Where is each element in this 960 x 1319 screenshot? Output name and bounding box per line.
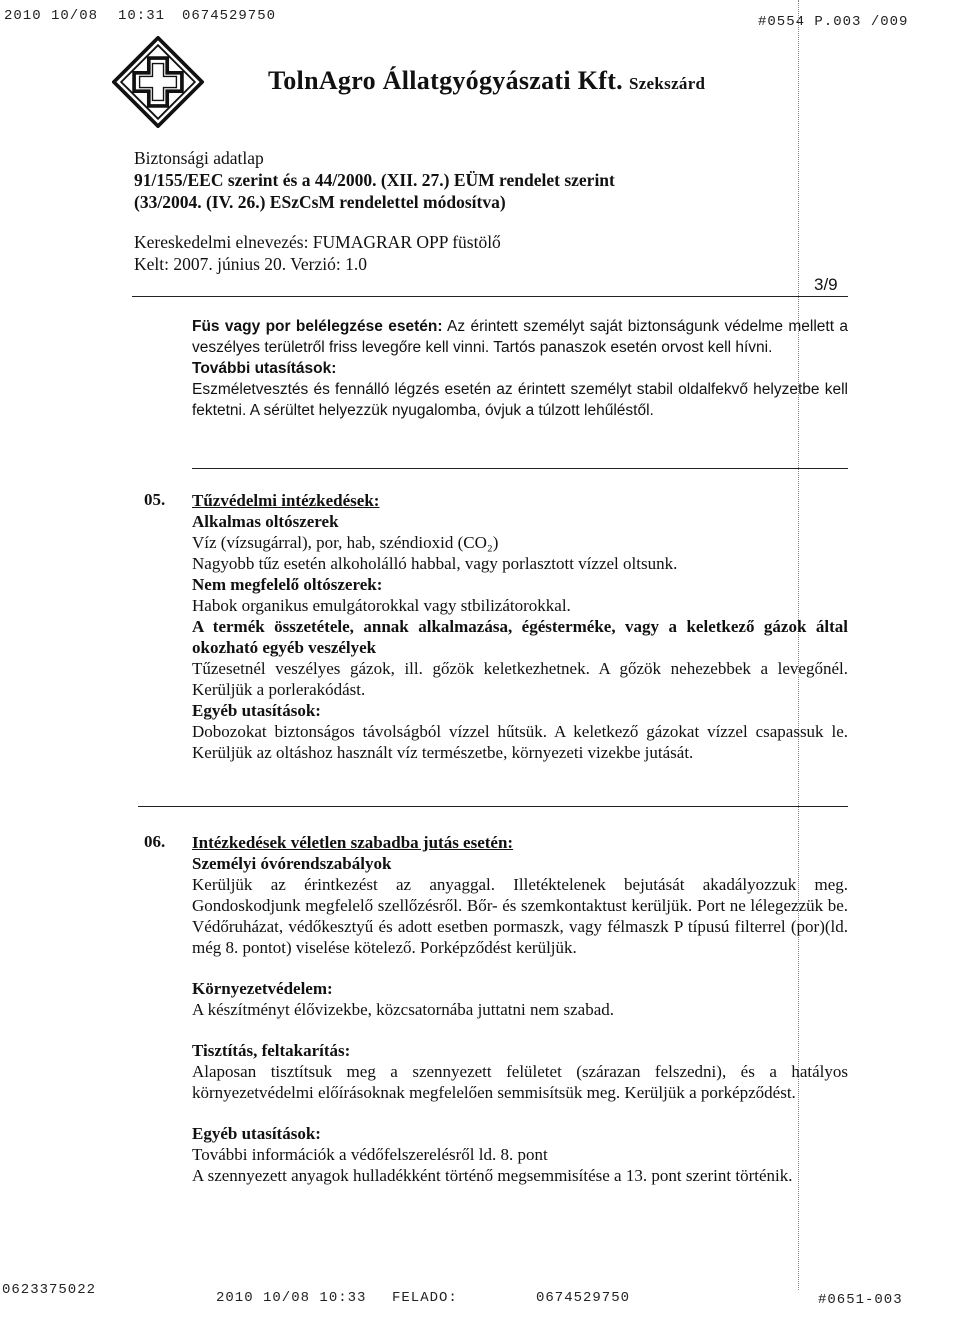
fax-phone: 0674529750 xyxy=(182,8,277,24)
fax-reference: #0554 P.003 /009 xyxy=(758,14,909,30)
first-aid-divider xyxy=(192,468,848,469)
smoke-lead: Füs vagy por belélegzése esetén: xyxy=(192,318,443,335)
footer-date: 2010 10/08 10:33 xyxy=(216,1290,367,1306)
hazard-text: Tűzesetnél veszélyes gázok, ill. gőzök keletkezhetnek. A gőzök nehezebbek a levegőnél. Kerüljük a porlerakódást. xyxy=(192,659,848,699)
smoke-text: Az érintett személyt saját biztonságunk védelme mellett a veszélyes területről friss levegőre kell vinni. Tartós panaszok esetén orvost kell hívni. xyxy=(192,318,849,356)
fax-date: 2010 10/08 xyxy=(4,8,99,24)
section05-number: 05. xyxy=(144,490,166,509)
personal-text: Kerüljük az érintkezést az anyaggal. Illetéktelenek bejutását akadályozzuk meg. Gondoskodjunk megfelelő szellőzésről. Bőr- és szemkontaktust kerüljük. Port ne lélegezzük be. Védőruházat, védőkesztyű és adott esetben pormaszk, vagy félmaszk P típusú filterrel (por)(ld. még 8. pontot) viselése kötelező. Porképződést kerüljük. xyxy=(192,875,848,957)
first-aid-block xyxy=(192,316,848,421)
further-text: Eszméletvesztés és fennálló légzés esetén az érintett személyt stabil oldalfekvő helyzetbe kell fektetni. A sérültet helyezzük nyugalomba, óvjuk a túlzott lehűléstől. xyxy=(192,381,848,419)
section05-divider xyxy=(138,806,848,807)
section05-other-text: Dobozokat biztonságos távolságból vízzel hűtsük. A keletkező gázokat vízzel csapassuk le. Kerüljük az oltáshoz használt víz természetbe, környezeti vizekbe jutását. xyxy=(192,722,848,762)
company-city: Szekszárd xyxy=(628,74,706,93)
section05-title: Tűzvédelmi intézkedések: xyxy=(192,491,380,510)
section06-other-line2: A szennyezett anyagok hulladékként történő megsemmisítése a 13. pont szerint történik. xyxy=(192,1166,793,1185)
doc-type: Biztonsági adatlap xyxy=(134,148,264,168)
env-text: A készítményt élővizekbe, közcsatornába juttatni nem szabad. xyxy=(192,1000,615,1019)
section06-title: Intézkedések véletlen szabadba jutás esetén: xyxy=(192,833,514,852)
clean-text: Alaposan tisztítsuk meg a szennyezett felületet (szárazan felszedni), és a hatályos környezetvédelmi előírásoknak megfelelően semmisítsük meg. Kerüljük a porképződést. xyxy=(192,1062,848,1102)
clean-title: Tisztítás, feltakarítás: xyxy=(192,1041,351,1060)
suitable-line1: Víz (vízsugárral), por, hab, széndioxid (CO₂) xyxy=(192,533,499,552)
footer-phone-left: 0623375022 xyxy=(2,1282,97,1298)
company-name xyxy=(268,66,705,96)
section05-block xyxy=(192,490,848,763)
suitable-line2: Nagyobb tűz esetén alkoholálló habbal, vagy porlasztott vízzel oltsunk. xyxy=(192,554,678,573)
section06-number: 06. xyxy=(144,832,166,851)
unsuitable-text: Habok organikus emulgátorokkal vagy stbilizátorokkal. xyxy=(192,596,571,615)
personal-title: Személyi óvórendszabályok xyxy=(192,854,392,873)
further-title: További utasítások: xyxy=(192,360,337,377)
amendment-line: (33/2004. (IV. 26.) ESzCsM rendelettel módosítva) xyxy=(134,192,506,212)
fax-time: 10:31 xyxy=(118,8,166,24)
section06-other-title: Egyéb utasítások: xyxy=(192,1124,321,1143)
section06-block xyxy=(192,832,848,1186)
section05-other-title: Egyéb utasítások: xyxy=(192,701,321,720)
footer-sender-phone: 0674529750 xyxy=(536,1290,631,1306)
regulation-line: 91/155/EEC szerint és a 44/2000. (XII. 27.) EÜM rendelet szerint xyxy=(134,170,615,190)
section06-other-line1: További információk a védőfelszerelésről ld. 8. pont xyxy=(192,1145,548,1164)
footer-sender-label: FELADO: xyxy=(392,1290,458,1306)
unsuitable-title: Nem megfelelő oltószerek: xyxy=(192,575,383,594)
hazard-title: A termék összetétele, annak alkalmazása, égésterméke, vagy a keletkező gázok által okozható egyéb veszélyek xyxy=(192,617,848,657)
header-divider xyxy=(132,296,848,297)
product-name: Kereskedelmi elnevezés: FUMAGRAR OPP füstölő xyxy=(134,232,501,252)
env-title: Környezetvédelem: xyxy=(192,979,333,998)
date-version: Kelt: 2007. június 20. Verzió: 1.0 xyxy=(134,254,367,274)
suitable-title: Alkalmas oltószerek xyxy=(192,512,339,531)
company-title: TolnAgro Állatgyógyászati Kft. xyxy=(268,66,623,95)
footer-reference: #0651-003 xyxy=(818,1292,903,1308)
company-logo-icon xyxy=(112,36,204,128)
page-number: 3/9 xyxy=(814,275,838,294)
